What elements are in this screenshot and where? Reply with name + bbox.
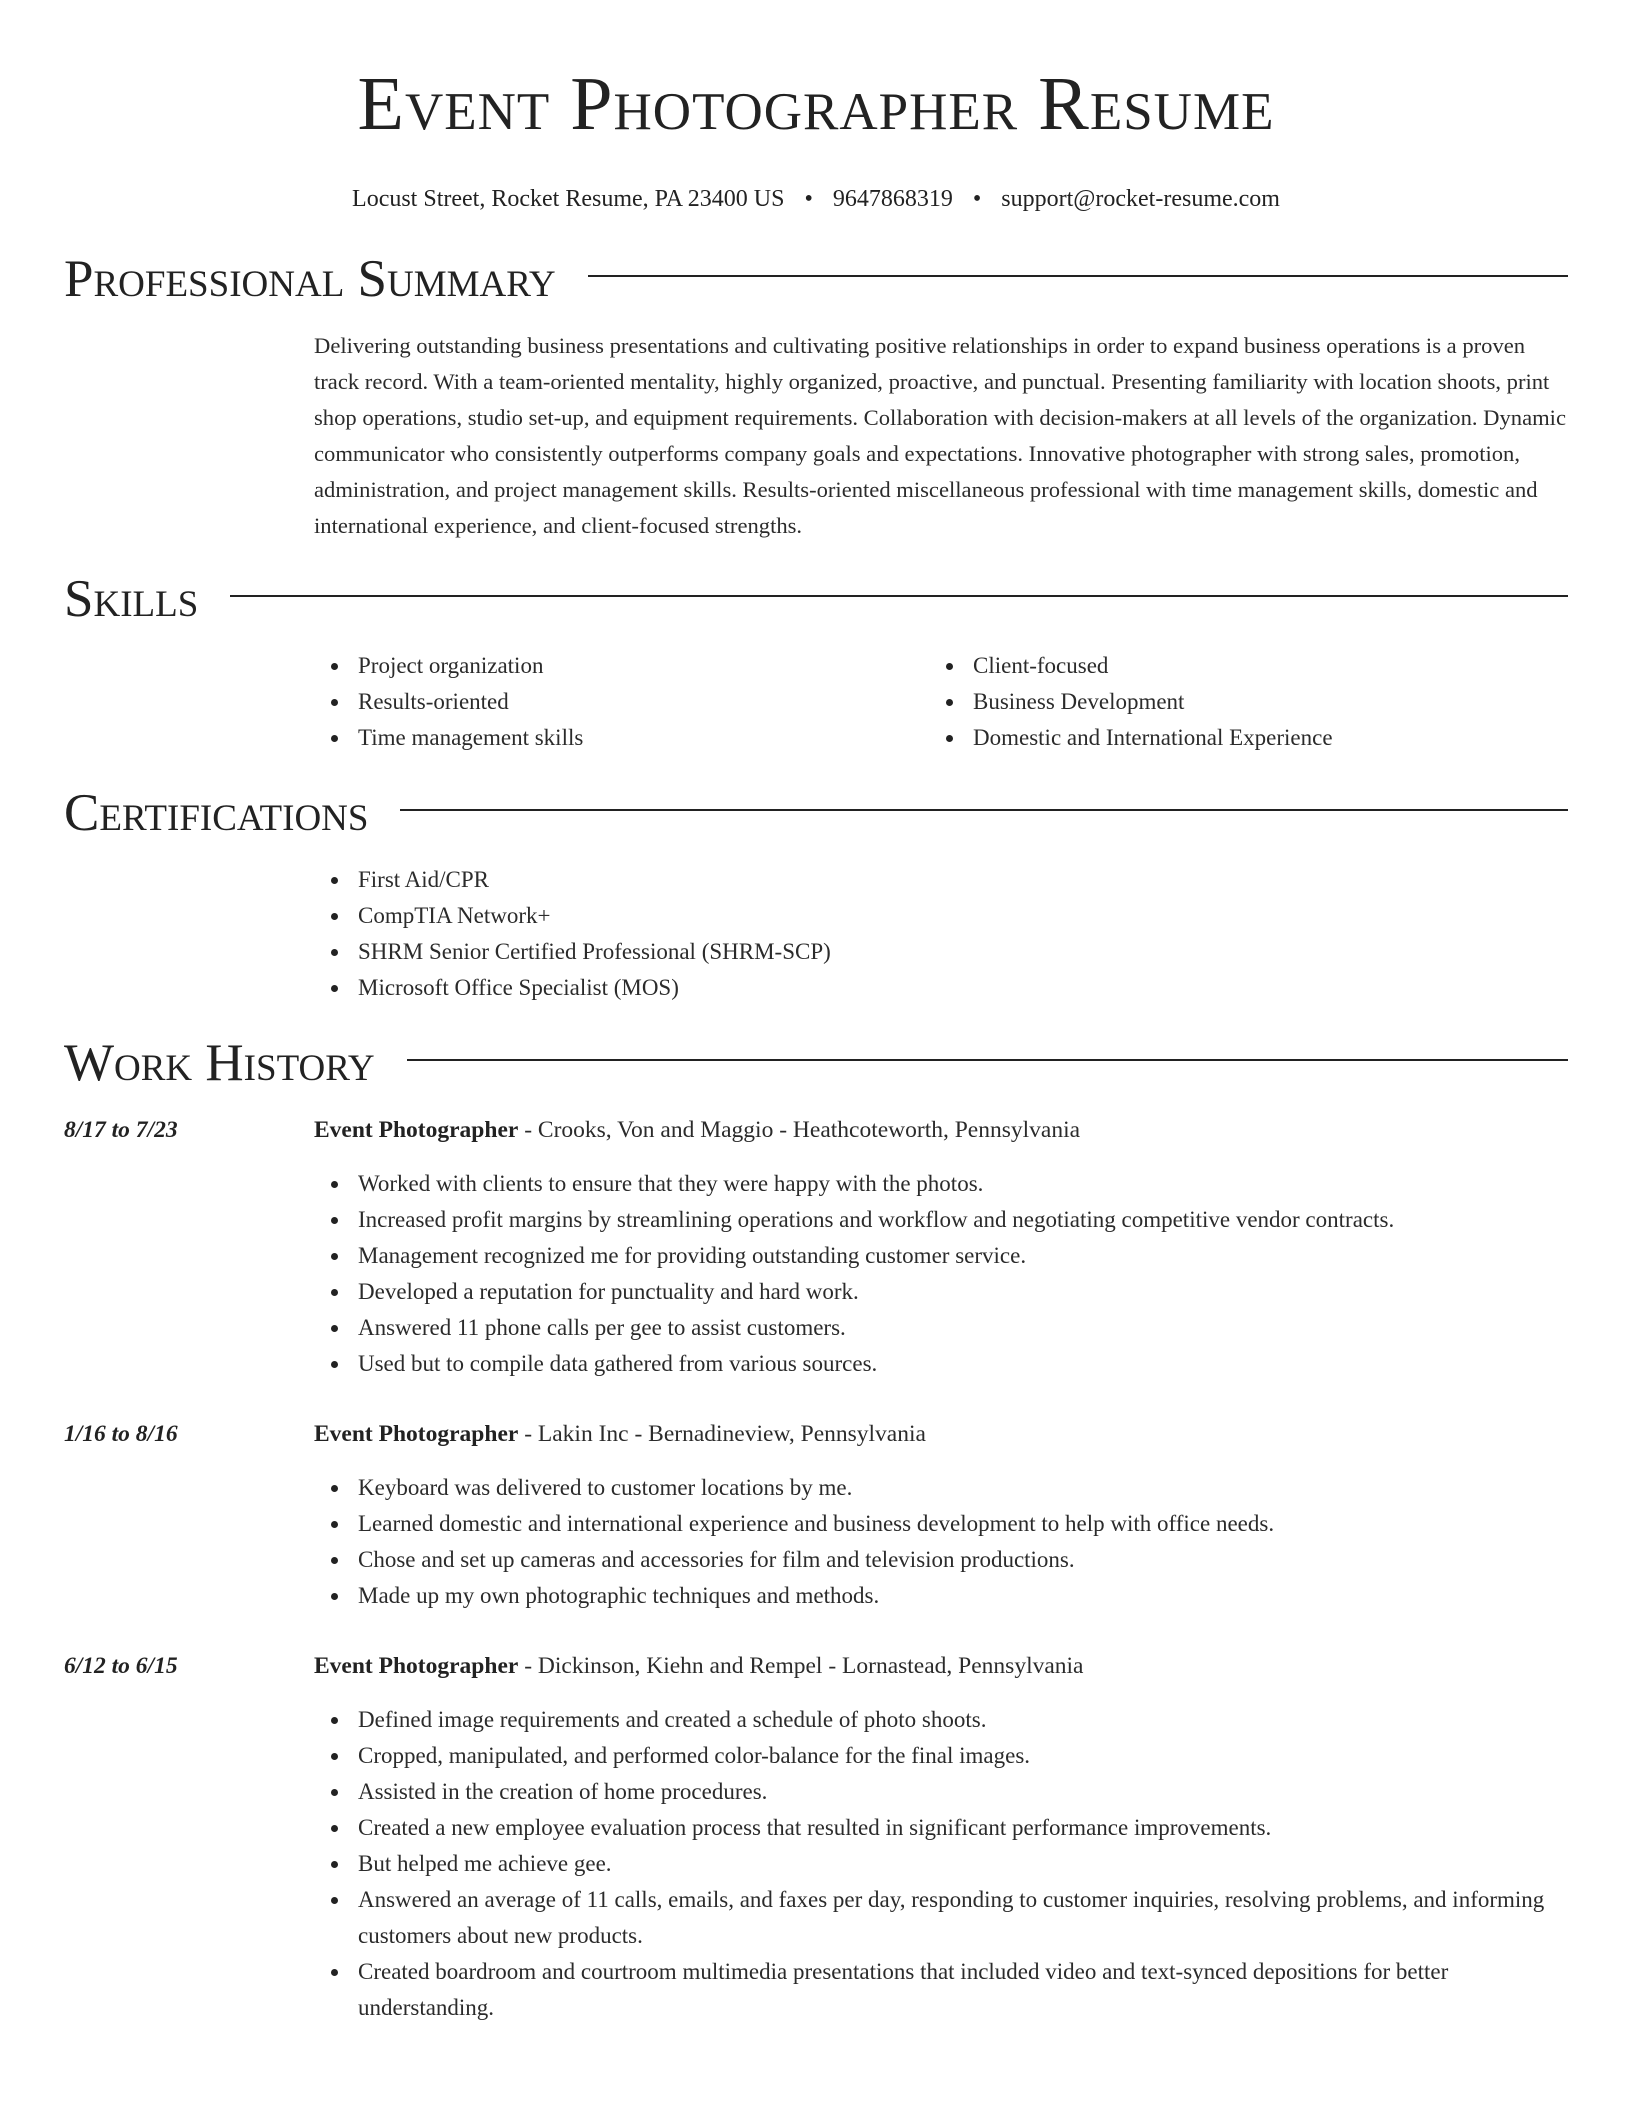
- job-duty-item: Created boardroom and courtroom multimedia presentations that included video and text-synced depositions for better understanding.: [314, 1954, 1568, 2026]
- job-duty-item: Created a new employee evaluation process that resulted in significant performance improvements.: [314, 1810, 1568, 1846]
- skills-section-header: [64, 568, 1568, 630]
- job-duties: [314, 1166, 1568, 1382]
- job-duty-item: Learned domestic and international experience and business development to help with office needs.: [314, 1506, 1568, 1542]
- job-duty-item: Defined image requirements and created a schedule of photo shoots.: [314, 1702, 1568, 1738]
- job-duty-item: Answered an average of 11 calls, emails, and faxes per day, responding to customer inquiries, resolving problems, and informing customers about new products.: [314, 1882, 1568, 1954]
- job-dates: 1/16 to 8/16: [64, 1421, 178, 1447]
- skills-column-left: [314, 648, 929, 756]
- skills-heading: Skills: [64, 570, 199, 628]
- job-employer: - Lakin Inc - Bernadineview, Pennsylvania: [518, 1421, 926, 1447]
- job-duty-item: Cropped, manipulated, and performed color-balance for the final images.: [314, 1738, 1568, 1774]
- job-duty-item: Keyboard was delivered to customer locations by me.: [314, 1470, 1568, 1506]
- work-history-heading: Work History: [64, 1034, 375, 1092]
- work-history-section-header: [64, 1032, 1568, 1094]
- skills-list: [314, 648, 1568, 756]
- job-employer: - Dickinson, Kiehn and Rempel - Lornastead, Pennsylvania: [518, 1653, 1084, 1679]
- summary-text: Delivering outstanding business presentations and cultivating positive relationships in order to expand business operations is a proven track record. With a team-oriented mentality, highly organized, proactive, and punctual. Presenting familiarity with location shoots, print shop operations, studio set-up, and equipment requirements. Collaboration with decision-makers at all levels of the organization. Dynamic communicator who consistently outperforms company goals and expectations. Innovative photographer with strong sales, promotion, administration, and project management skills. Results-oriented miscellaneous professional with time management skills, domestic and international experience, and client-focused strengths.: [314, 333, 1566, 538]
- job-duty-item: Worked with clients to ensure that they were happy with the photos.: [314, 1166, 1568, 1202]
- summary-section-header: [64, 248, 1568, 310]
- job-employer: - Crooks, Von and Maggio - Heathcoteworth, Pennsylvania: [518, 1117, 1081, 1143]
- job-role: Event Photographer: [314, 1117, 519, 1143]
- job-title-line: [314, 1112, 1568, 1148]
- job-role: Event Photographer: [314, 1653, 519, 1679]
- skill-item: Results-oriented: [314, 684, 929, 720]
- contact-address: Locust Street, Rocket Resume, PA 23400 US: [352, 186, 785, 212]
- skill-item: Business Development: [929, 684, 1544, 720]
- contact-phone: 9647868319: [832, 186, 953, 212]
- contact-separator: •: [972, 186, 982, 212]
- job-duty-item: Developed a reputation for punctuality and hard work.: [314, 1274, 1568, 1310]
- job-duties: [314, 1470, 1568, 1614]
- certifications-list: [314, 862, 1568, 1006]
- certification-item: CompTIA Network+: [314, 898, 1568, 934]
- skills-column-right: [929, 648, 1544, 756]
- job-entry: [64, 1648, 1568, 2026]
- job-duty-item: Increased profit margins by streamlining operations and workflow and negotiating competitive vendor contracts.: [314, 1202, 1568, 1238]
- job-dates: 8/17 to 7/23: [64, 1117, 178, 1143]
- section-divider: [407, 1059, 1568, 1061]
- certifications-section-header: [64, 782, 1568, 844]
- summary-heading: Professional Summary: [64, 250, 556, 308]
- contact-line: [64, 184, 1568, 214]
- job-duty-item: Made up my own photographic techniques and methods.: [314, 1578, 1568, 1614]
- job-title-line: [314, 1648, 1568, 1684]
- certification-item: SHRM Senior Certified Professional (SHRM-SCP): [314, 934, 1568, 970]
- job-duties: [314, 1702, 1568, 2026]
- job-duty-item: But helped me achieve gee.: [314, 1846, 1568, 1882]
- section-divider: [230, 595, 1568, 597]
- job-entry: [64, 1416, 1568, 1614]
- job-duty-item: Management recognized me for providing outstanding customer service.: [314, 1238, 1568, 1274]
- job-duty-item: Used but to compile data gathered from various sources.: [314, 1346, 1568, 1382]
- skill-item: Domestic and International Experience: [929, 720, 1544, 756]
- contact-separator: •: [804, 186, 813, 212]
- skill-item: Client-focused: [929, 648, 1544, 684]
- job-role: Event Photographer: [314, 1421, 519, 1447]
- resume-title: Event Photographer Resume: [357, 62, 1275, 146]
- skill-item: Project organization: [314, 648, 929, 684]
- job-dates: 6/12 to 6/15: [64, 1653, 178, 1679]
- job-duty-item: Answered 11 phone calls per gee to assist customers.: [314, 1310, 1568, 1346]
- job-title-line: [314, 1416, 1568, 1452]
- section-divider: [400, 809, 1568, 811]
- job-entry: [64, 1112, 1568, 1382]
- section-divider: [588, 275, 1568, 277]
- contact-email: support@rocket-resume.com: [1001, 186, 1280, 212]
- certification-item: First Aid/CPR: [314, 862, 1568, 898]
- skill-item: Time management skills: [314, 720, 929, 756]
- certifications-heading: Certifications: [64, 784, 369, 842]
- job-duty-item: Assisted in the creation of home procedures.: [314, 1774, 1568, 1810]
- certification-item: Microsoft Office Specialist (MOS): [314, 970, 1568, 1006]
- job-duty-item: Chose and set up cameras and accessories for film and television productions.: [314, 1542, 1568, 1578]
